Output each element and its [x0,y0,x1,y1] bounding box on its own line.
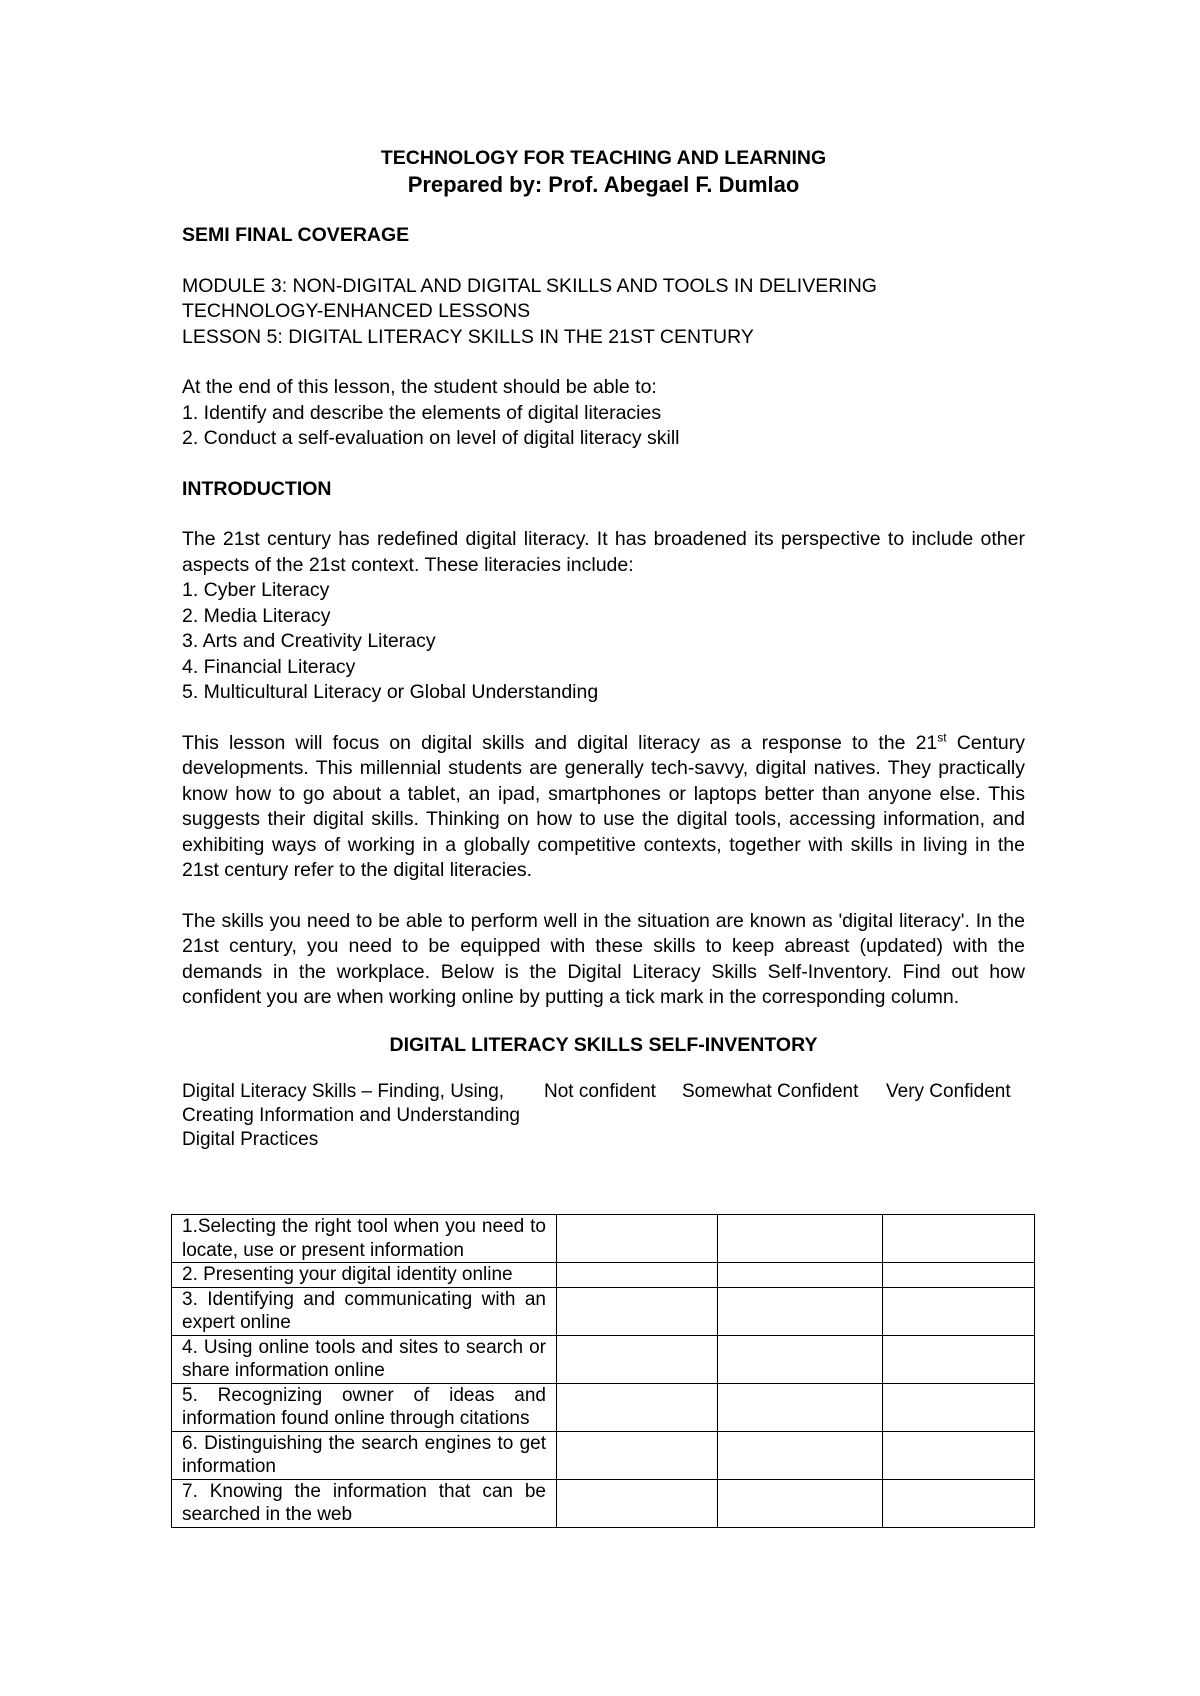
skill-cell: 2. Presenting your digital identity online [172,1263,557,1288]
paragraph-2-part-b: Century developments. This millennial students are generally tech-savvy, digital natives. They practically know how to go about a tablet, an ipad, smartphones or laptops better than anyone else. This suggests their digital skills. Thinking on how to use the digital tools, accessing information, and exhibiting ways of working in a globally competitive contexts, together with skills in living in the 21st century refer to the digital literacies. [182,731,1026,881]
not-confident-cell[interactable] [557,1215,718,1263]
lesson-title: LESSON 5: DIGITAL LITERACY SKILLS IN THE 21ST CENTURY [182,325,754,348]
skill-cell: 7. Knowing the information that can be searched in the web [172,1479,557,1527]
table-row [172,1287,1035,1335]
table-row [172,1263,1035,1288]
document-author: Prepared by: Prof. Abegael F. Dumlao [407,172,800,197]
skill-cell: 5. Recognizing owner of ideas and information found online through citations [172,1383,557,1431]
inventory-heading: DIGITAL LITERACY SKILLS SELF-INVENTORY [389,1033,818,1056]
very-confident-cell[interactable] [883,1431,1035,1479]
literacy-item: 5. Multicultural Literacy or Global Understanding [182,681,599,703]
somewhat-confident-cell[interactable] [718,1383,883,1431]
literacy-item: 4. Financial Literacy [182,655,356,678]
very-confident-cell[interactable] [883,1335,1035,1383]
not-confident-cell[interactable] [557,1287,718,1335]
introduction-paragraph-1: The 21st century has redefined digital literacy. It has broadened its perspective to include other aspects of the 21st context. These literacies include: [182,528,1025,576]
table-row [172,1479,1035,1527]
superscript-st: st [937,730,947,744]
not-confident-cell[interactable] [557,1263,718,1288]
literacy-item: 1. Cyber Literacy [182,579,330,601]
inventory-column-headers [182,1080,1025,1152]
very-confident-cell[interactable] [883,1383,1035,1431]
objectives-list [182,401,1025,452]
inventory-table [171,1214,1035,1528]
not-confident-cell[interactable] [557,1479,718,1527]
objectives-intro: At the end of this lesson, the student should be able to: [182,376,657,398]
skill-cell: 6. Distinguishing the search engines to get information [172,1431,557,1479]
somewhat-confident-cell[interactable] [718,1479,883,1527]
table-row [172,1431,1035,1479]
somewhat-confident-cell[interactable] [718,1287,883,1335]
table-row [172,1335,1035,1383]
paragraph-2-part-a: This lesson will focus on digital skills and digital literacy as a response to the 21 [182,731,938,754]
objective-item: 1. Identify and describe the elements of digital literacies [182,401,662,424]
not-confident-cell[interactable] [557,1335,718,1383]
not-confident-cell[interactable] [557,1431,718,1479]
not-confident-cell[interactable] [557,1383,718,1431]
literacy-item: 2. Media Literacy [182,604,331,627]
table-row [172,1215,1035,1263]
skill-cell: 4. Using online tools and sites to search or share information online [172,1335,557,1383]
skill-cell: 1.Selecting the right tool when you need to locate, use or present information [172,1215,557,1263]
literacy-item: 3. Arts and Creativity Literacy [182,630,436,652]
column-header-very-confident: Very Confident [886,1081,1011,1102]
very-confident-cell[interactable] [883,1263,1035,1288]
column-header-not-confident: Not confident [544,1081,656,1102]
module-title-line1: MODULE 3: NON-DIGITAL AND DIGITAL SKILLS AND TOOLS IN DELIVERING [182,274,877,297]
column-header-somewhat-confident: Somewhat Confident [682,1081,859,1102]
objective-item: 2. Conduct a self-evaluation on level of digital literacy skill [182,427,680,449]
coverage-heading: SEMI FINAL COVERAGE [182,224,410,246]
document-page [182,146,1025,1152]
very-confident-cell[interactable] [883,1215,1035,1263]
introduction-heading: INTRODUCTION [182,477,332,500]
introduction-paragraph-2 [182,731,1025,884]
skill-cell: 3. Identifying and communicating with an expert online [172,1287,557,1335]
introduction-paragraph-3: The skills you need to be able to perform well in the situation are known as 'digital literacy'. In the 21st century, you need to be equipped with these skills to keep abreast (updated) with the demands in the workplace. Below is the Digital Literacy Skills Self-Inventory. Find out how confident you are when working online by putting a tick mark in the corresponding column. [182,909,1025,1008]
module-title-line2: TECHNOLOGY-ENHANCED LESSONS [182,300,531,322]
somewhat-confident-cell[interactable] [718,1215,883,1263]
column-header-skills: Digital Literacy Skills – Finding, Using, Creating Information and Understanding Digital Practices [182,1081,520,1150]
very-confident-cell[interactable] [883,1479,1035,1527]
somewhat-confident-cell[interactable] [718,1263,883,1288]
very-confident-cell[interactable] [883,1287,1035,1335]
document-title: TECHNOLOGY FOR TEACHING AND LEARNING [380,147,827,169]
somewhat-confident-cell[interactable] [718,1431,883,1479]
table-row [172,1383,1035,1431]
literacies-list [182,578,1025,706]
somewhat-confident-cell[interactable] [718,1335,883,1383]
